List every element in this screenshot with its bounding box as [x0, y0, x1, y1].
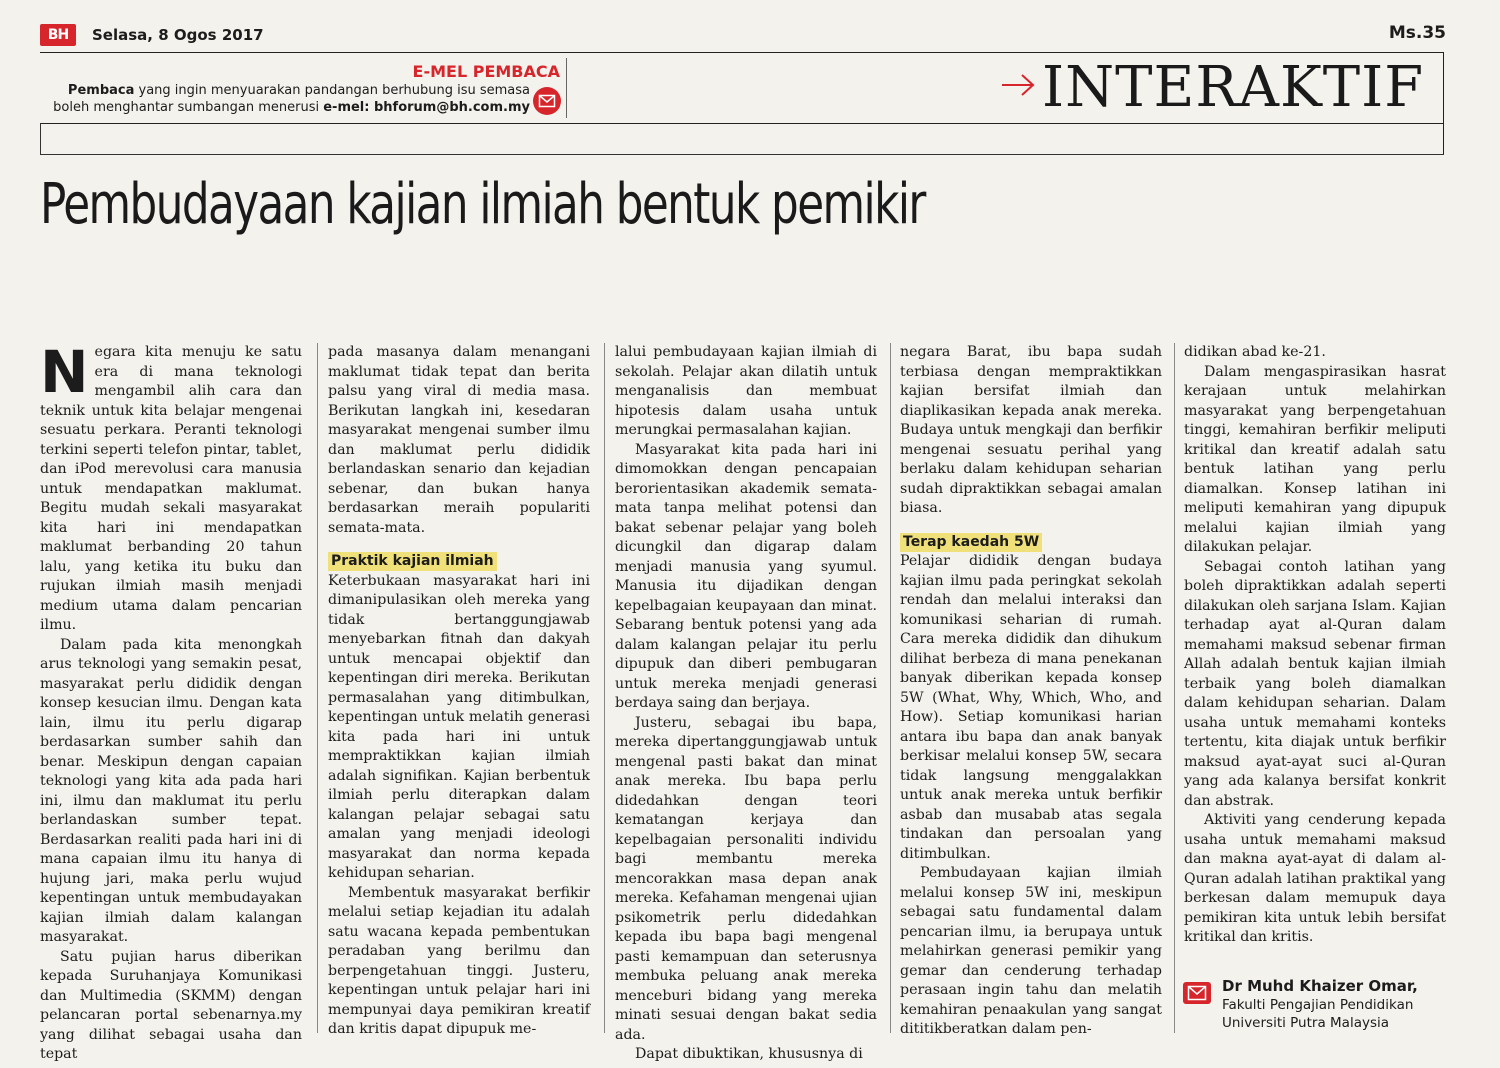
paragraph: Pembudayaan kajian ilmiah melalui konsep 5W ini, meskipun sebagai satu fundamental dalam pencarian ilmu, ia berupaya untuk melahirkan generasi pemikir yang gemar dan cenderung terhadap perasaan ingin tahu dan melatih kemahiran penaakulan yang sangat dititikberatkan dalam pen- [900, 865, 1162, 1037]
article-column-2 [328, 343, 590, 1043]
paragraph: Dapat dibuktikan, khususnya di [635, 1046, 863, 1062]
paragraph: Dalam mengaspirasikan hasrat kerajaan untuk melahirkan masyarakat yang berpengetahuan tinggi, kemahiran berfikir meliputi kritikal dan kreatif adalah satu bentuk latihan yang perlu diamalkan. Konsep latihan ini meliputi kemahiran yang dipupuk melalui kajian ilmiah yang dilakukan pelajar. [1184, 363, 1446, 555]
section-title: INTERAKTIF [1042, 55, 1425, 120]
drop-cap: N [40, 338, 89, 406]
email-line1: yang ingin menyuarakan pandangan berhubung isu semasa [134, 83, 530, 98]
paragraph: pada masanya dalam menangani maklumat tidak tepat dan berita palsu yang viral di media masa. Berikutan langkah ini, kesedaran masyarakat mengenai sumber ilmu dan maklumat perlu dididik berlandaskan senario dan kejadian sebenar, dan bukan hanya berdasarkan meraih populariti semata-mata. [328, 344, 590, 536]
bh-logo: BH [40, 24, 76, 46]
subheading-5w: Terap kaedah 5W [900, 533, 1042, 552]
author-name: Dr Muhd Khaizer Omar, [1222, 977, 1418, 995]
paragraph: Keterbukaan masyarakat hari ini dimanipulasikan oleh mereka yang tidak bertanggungjawab menyebarkan fitnah dan dakyah untuk mencapai objektif dan kepentingan diri mereka. Berikutan permasalahan yang ditimbulkan, kepentingan untuk melatih generasi kita pada hari ini untuk mempraktikkan kajian ilmiah adalah signifikan. Kajian berbentuk ilmiah perlu diterapkan dalam kalangan pelajar sebagai satu amalan yang menjadi ideologi masyarakat dan norma kepada kehidupan seharian. [328, 572, 590, 881]
paragraph: Pelajar dididik dengan budaya kajian ilmu pada peringkat sekolah rendah dan melalui interaksi dan komunikasi seharian di rumah. Cara mereka dididik dan dihukum dilihat berbeza di mana penekanan banyak diberikan kepada konsep 5W (What, Why, Which, Who, and How). Setiap komunikasi harian antara ibu bapa dan anak banyak berkisar melalui konsep 5W, secara tidak langsung menggalakkan untuk anak mereka untuk berfikir asbab dan musabab atas segala tindakan dan persoalan yang ditimbulkan. [900, 553, 1162, 862]
issue-date: Selasa, 8 Ogos 2017 [92, 26, 264, 44]
section-rule-left [40, 123, 41, 154]
subheading-praktik: Praktik kajian ilmiah [328, 552, 497, 571]
column-divider [1174, 343, 1175, 1033]
top-rule [40, 52, 1444, 53]
header-divider [566, 58, 567, 118]
section-rule-right [1443, 52, 1444, 154]
column-divider [604, 343, 605, 1033]
paragraph: Negara kita menuju ke satu era di mana teknologi mengambil alih cara dan teknik untuk kita belajar mengenai sesuatu perkara. Peranti teknologi terkini seperti telefon pintar, tablet, dan iPod merevolusi cara manusia untuk mendapatkan maklumat. Begitu mudah sekali masyarakat kita hari ini mendapatkan maklumat berbanding 20 tahun lalu, yang ketika itu buku dan rujukan ilmiah masih menjadi medium utama dalam pencarian ilmu. [40, 338, 302, 633]
paragraph: Satu pujian harus diberikan kepada Suruhanjaya Komunikasi dan Multimedia (SKMM) dengan pelancaran portal sebenarnya.my yang dilihat sebagai usaha dan tepat [40, 948, 302, 1062]
paragraph: Sebagai contoh latihan yang boleh dipraktikkan adalah seperti dilakukan oleh sarjana Islam. Kajian terhadap ayat al-Quran dalam memahami maksud sebenar firman Allah adalah bentuk kajian ilmiah terbaik yang boleh diamalkan dalam kehidupan seharian. Dalam usaha untuk memahami konteks tertentu, kita diajak untuk berfikir maksud ayat-ayat suci al-Quran yang ada kalanya bersifat konkrit dan abstrak. [1184, 558, 1446, 809]
paragraph: negara Barat, ibu bapa sudah terbiasa dengan mempraktikkan kajian bersifat ilmiah dan diaplikasikan kepada anak mereka. Budaya untuk mengkaji dan berfikir mengenai sesuatu perihal yang berlaku dalam kehidupan seharian sudah dipraktikkan sebagai amalan biasa. [900, 344, 1162, 516]
article-column-5 [1184, 343, 1446, 943]
paragraph: Membentuk masyarakat berfikir melalui setiap kejadian itu adalah satu wacana kepada pembentukan peradaban yang berilmu dan berpengetahuan tinggi. Justeru, kepentingan untuk pelajar hari ini mempunyai daya pemikiran kreatif dan kritis dapat dipupuk me- [328, 884, 590, 1037]
column-divider [317, 343, 318, 1033]
article-column-4 [900, 343, 1162, 1043]
article-column-1 [40, 338, 302, 1062]
column-divider [890, 343, 891, 1033]
email-lead-word: Pembaca [67, 83, 135, 98]
email-address: e-mel: bhforum@bh.com.my [323, 100, 530, 115]
email-line2: boleh menghantar sumbangan menerusi [53, 100, 324, 115]
section-rule [40, 123, 1444, 124]
paragraph: Dalam pada kita menongkah arus teknologi yang semakin pesat, masyarakat perlu dididik dengan konsep kesucian ilmu. Dengan kata lain, ilmu itu perlu digarap berdasarkan sumber sahih dan benar. Meskipun dengan capaian teknologi yang kita ada pada hari ini, ilmu dan maklumat itu perlu berlandaskan sumber tepat. Berdasarkan realiti pada hari ini di mana capaian ilmu itu hanya di hujung jari, maka perlu wujud kepentingan untuk membudayakan kajian ilmiah dalam kalangan masyarakat. [40, 636, 302, 945]
article-column-3 [615, 343, 877, 1062]
author-affiliation: Fakulti Pengajian Pendidikan Universiti Putra Malaysia [1222, 997, 1414, 1031]
paragraph: lalui pembudayaan kajian ilmiah di sekolah. Pelajar akan dilatih untuk menganalisis dan membuat hipotesis dalam usaha untuk merungkai permasalahan kajian. [615, 344, 877, 438]
headline-rule [40, 154, 1444, 155]
mail-icon [533, 87, 561, 115]
paragraph: Aktiviti yang cenderung kepada usaha untuk memahami maksud dan makna ayat-ayat di dalam al-Quran adalah latihan praktikal yang berkesan dalam memupuk daya pemikiran kita untuk lebih bersifat kritikal dan kritis. [1184, 812, 1446, 945]
arrow-right-icon [1000, 70, 1036, 104]
email-instructions [40, 82, 530, 116]
page-number: Ms.35 [1388, 23, 1446, 43]
email-section-title: E-MEL PEMBACA [412, 62, 560, 81]
paragraph: Justeru, sebagai ibu bapa, mereka dipertanggungjawab untuk mengenal pasti bakat dan minat anak mereka. Ibu bapa perlu didedahkan dengan teori kematangan kerjaya dan kepelbagaian personaliti individu bagi membantu mereka mencorakkan masa depan anak mereka. Kefahaman mengenai ujian psikometrik perlu didedahkan kepada ibu bapa bagi mengenal pasti kemampuan dan seterusnya membuka peluang anak mereka menceburi bidang yang mereka minati sesuai dengan bakat sedia ada. [615, 714, 877, 1043]
paragraph: didikan abad ke-21. [1184, 344, 1326, 360]
article-headline: Pembudayaan kajian ilmiah bentuk pemikir [40, 172, 925, 237]
paragraph: Masyarakat kita pada hari ini dimomokkan dengan pencapaian berorientasikan akademik semata-mata tanpa melihat potensi dan bakat sebenar pelajar yang boleh dicungkil dan digarap dalam menjadi manusia yang syumul. Manusia itu dijadikan dengan kepelbagaian keupayaan dan minat. Sebarang bentuk potensi yang ada dalam kalangan pelajar itu perlu dipupuk dan diberi pembugaran untuk mereka menjadi generasi berdaya saing dan berjaya. [615, 441, 877, 711]
author-mail-icon [1183, 982, 1211, 1004]
